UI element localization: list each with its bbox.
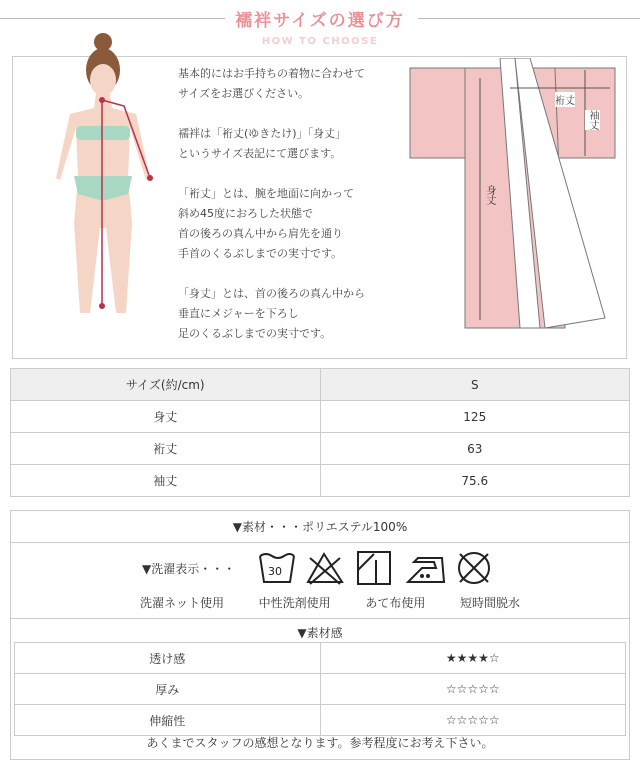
row-label: 伸縮性: [15, 705, 321, 736]
table-row: [15, 705, 626, 736]
divider: [10, 618, 630, 619]
care-instructions: [140, 594, 520, 611]
kimono-diagram: [405, 58, 620, 333]
page-subtitle: HOW TO CHOOSE: [261, 36, 379, 47]
no-tumble-dry-icon: [459, 553, 489, 583]
iron-with-cloth-icon: [408, 558, 444, 582]
care-item: 中性洗剤使用: [258, 596, 331, 610]
table-row: [15, 643, 626, 674]
table-header-row: [11, 369, 630, 401]
row-label: 身丈: [11, 401, 321, 433]
row-value: 125: [320, 401, 630, 433]
yukitake-label: 裄丈: [555, 92, 575, 107]
table-row: [11, 401, 630, 433]
star-rating: ★★★★☆: [320, 643, 626, 674]
star-rating: ☆☆☆☆☆: [320, 705, 626, 736]
body-figure-illustration: [40, 28, 170, 338]
material-label: ▼素材・・・ポリエステル100%: [10, 512, 630, 543]
row-value: 75.6: [320, 465, 630, 497]
header-cell: S: [320, 369, 630, 401]
care-symbols: [140, 548, 520, 588]
texture-heading: ▼素材感: [297, 626, 343, 640]
table-row: [11, 433, 630, 465]
dry-flat-icon: [358, 552, 390, 584]
care-item: 洗濯ネット使用: [140, 596, 225, 610]
care-item: 短時間脱水: [459, 596, 520, 610]
page-title: 襦袢サイズの選び方: [235, 11, 405, 31]
disclaimer: あくまでスタッフの感想となります。参考程度にお考え下さい。: [146, 736, 494, 750]
header-cell: サイズ(約/cm): [11, 369, 321, 401]
texture-table: [14, 642, 626, 736]
wash-30-icon: [260, 554, 294, 582]
mitake-label: 身丈: [484, 185, 495, 205]
svg-text:30: 30: [268, 565, 282, 578]
star-rating: ☆☆☆☆☆: [320, 674, 626, 705]
row-label: 裄丈: [11, 433, 321, 465]
care-label: ▼洗濯表示・・・: [142, 562, 236, 576]
sodetake-label: 袖丈: [587, 110, 598, 130]
row-value: 63: [320, 433, 630, 465]
table-row: [15, 674, 626, 705]
size-guide-text: 基本的にはお手持ちの着物に合わせて サイズをお選びください。 襦袢は「裄丈(ゆきたけ)」「身丈」 というサイズ表記にて選びます。 「裄丈」とは、腕を地面に向かって 斜め45度におろした状態で 首の後ろの真ん中から肩先を通り 手首のくるぶしまでの実寸です。 「身丈」とは、首の後ろの真ん中から 垂直にメジャーを下ろし 足のくるぶしまでの実寸です。: [178, 67, 365, 340]
size-table: [10, 368, 630, 497]
row-label: 袖丈: [11, 465, 321, 497]
row-label: 透け感: [15, 643, 321, 674]
care-item: あて布使用: [365, 596, 426, 610]
no-bleach-icon: [308, 554, 342, 584]
table-row: [11, 465, 630, 497]
row-label: 厚み: [15, 674, 321, 705]
